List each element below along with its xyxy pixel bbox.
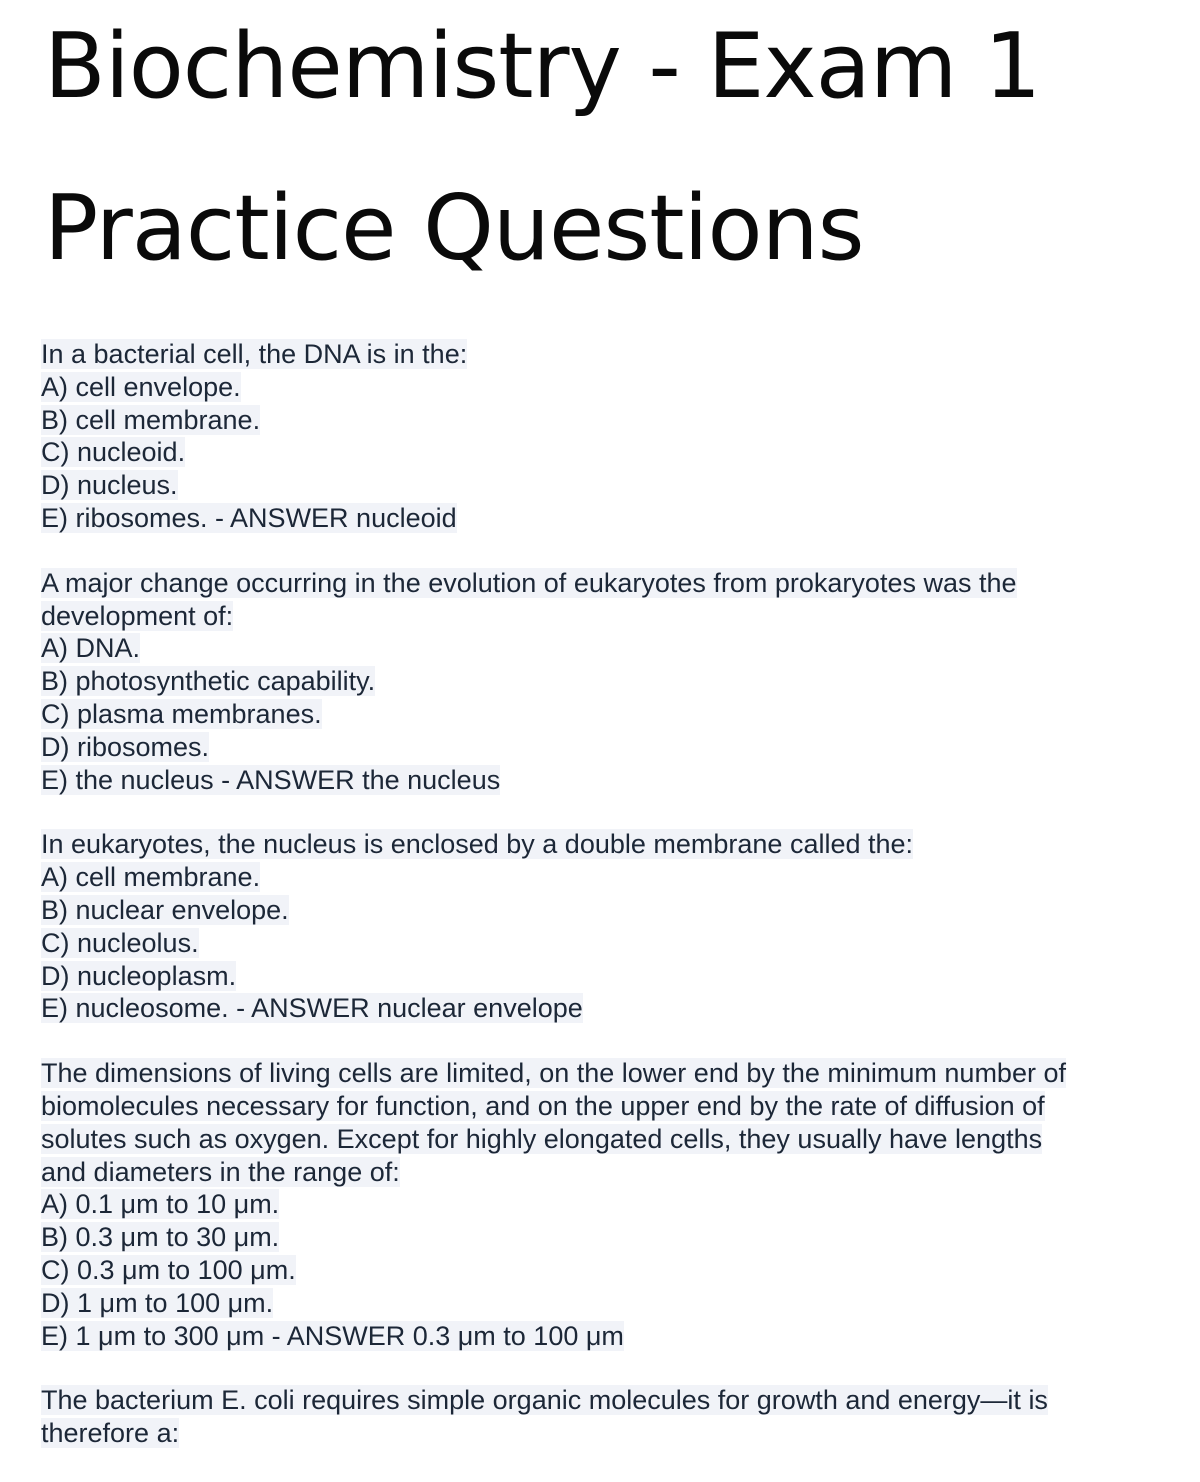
answer-option: D) ribosomes. xyxy=(41,731,210,762)
answer-option: B) cell membrane. xyxy=(41,404,261,435)
page-title-line-1: Biochemistry - Exam 1 xyxy=(44,14,1041,119)
question-text-line: In eukaryotes, the nucleus is enclosed by a double membrane called the: xyxy=(41,829,914,860)
answer-option: D) nucleus. xyxy=(41,470,178,501)
answer-option: A) DNA. xyxy=(41,633,141,664)
answer-option: C) nucleolus. xyxy=(41,927,199,958)
answer-option: B) nuclear envelope. xyxy=(41,894,289,925)
answer-option: A) cell membrane. xyxy=(41,862,261,893)
question-text-line: The bacterium E. coli requires simple organic molecules for growth and energy—it is xyxy=(41,1385,1048,1416)
question-text-line: The dimensions of living cells are limited, on the lower end by the minimum number of xyxy=(41,1058,1066,1089)
answer-option-with-answer: E) nucleosome. - ANSWER nuclear envelope xyxy=(41,993,583,1024)
answer-option: B) photosynthetic capability. xyxy=(41,666,376,697)
page-title-line-2: Practice Questions xyxy=(44,176,864,281)
question-text-line: and diameters in the range of: xyxy=(41,1156,400,1187)
answer-option: B) 0.3 μm to 30 μm. xyxy=(41,1222,280,1253)
question-block xyxy=(41,1384,1161,1450)
answer-option: D) nucleoplasm. xyxy=(41,960,237,991)
question-block xyxy=(41,567,1161,797)
question-block xyxy=(41,1057,1161,1352)
question-text-line: A major change occurring in the evolution of eukaryotes from prokaryotes was the xyxy=(41,567,1017,598)
question-block xyxy=(41,828,1161,1025)
question-block xyxy=(41,338,1161,535)
answer-option-with-answer: E) the nucleus - ANSWER the nucleus xyxy=(41,764,501,795)
answer-option: A) 0.1 μm to 10 μm. xyxy=(41,1189,280,1220)
answer-option: C) nucleoid. xyxy=(41,437,186,468)
answer-option: D) 1 μm to 100 μm. xyxy=(41,1287,274,1318)
question-list xyxy=(41,338,1161,1482)
answer-option: C) plasma membranes. xyxy=(41,698,322,729)
question-text-line: biomolecules necessary for function, and on the upper end by the rate of diffusion of xyxy=(41,1090,1045,1121)
question-text-line: solutes such as oxygen. Except for highly elongated cells, they usually have lengths xyxy=(41,1123,1043,1154)
answer-option: C) 0.3 μm to 100 μm. xyxy=(41,1254,296,1285)
answer-option-with-answer: E) 1 μm to 300 μm - ANSWER 0.3 μm to 100 μm xyxy=(41,1320,624,1351)
question-text-line: development of: xyxy=(41,600,234,631)
question-text-line: therefore a: xyxy=(41,1418,180,1449)
question-text-line: In a bacterial cell, the DNA is in the: xyxy=(41,339,468,369)
answer-option-with-answer: E) ribosomes. - ANSWER nucleoid xyxy=(41,502,457,533)
answer-option: A) cell envelope. xyxy=(41,371,241,402)
